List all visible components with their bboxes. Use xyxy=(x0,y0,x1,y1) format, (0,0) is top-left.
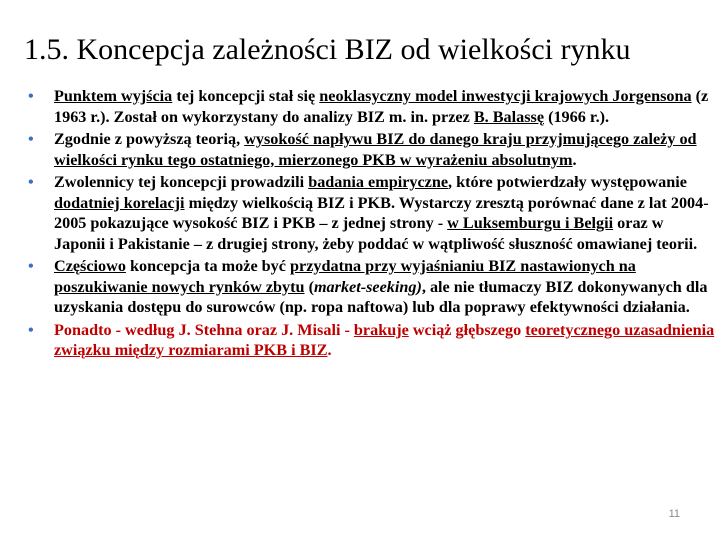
bullet-item xyxy=(28,129,716,170)
bullet-text: oraz w Japonii i Pakistanie – z drugiej strony, żeby poddać w wątpliwość słuszność omawianej teorii. xyxy=(54,214,698,253)
bullet-item xyxy=(28,172,716,254)
bullet-dot-icon: • xyxy=(28,173,34,191)
page-number: 11 xyxy=(668,508,680,520)
bullet-item xyxy=(28,256,716,318)
italic-text: market-seeking) xyxy=(313,277,422,296)
bullet-text: tej koncepcji stał się xyxy=(172,87,320,105)
underlined-text: neoklasyczny model inwestycji krajowych Jorgensona xyxy=(319,87,692,105)
underlined-text: badania empiryczne xyxy=(308,173,449,191)
bullet-text: ( xyxy=(304,277,314,296)
bullet-dot-icon: • xyxy=(28,257,34,275)
bullet-text: Zgodnie z powyższą teorią, xyxy=(54,130,245,148)
bullet-text: Zwolennicy tej koncepcji prowadzili xyxy=(54,173,309,191)
underlined-text: brakuje xyxy=(353,320,409,339)
slide-title: 1.5. Koncepcja zależności BIZ od wielkości rynku xyxy=(24,33,631,66)
underlined-text: wysokość napływu BIZ do danego kraju przyjmującego zależy od wielkości rynku tego ostatniego, mierzonego PKB w wyrażeniu absolutnym xyxy=(54,130,697,169)
bullet-text: koncepcja ta może być xyxy=(125,257,291,275)
underlined-text: przydatna przy wyjaśnianiu BIZ nastawionych na poszukiwanie nowych rynków zbytu xyxy=(54,257,636,296)
bullet-text: , ale nie tłumaczy BIZ dokonywanych dla uzyskania dostępu do surowców (np. ropa naftowa) lub dla poprawy efektywności działania. xyxy=(54,277,708,316)
bullet-text: , które potwierdzały występowanie xyxy=(448,173,687,191)
underlined-text: teoretycznego uzasadnienia związku między rozmiarami PKB i BIZ xyxy=(54,320,715,359)
bullet-text: między wielkością BIZ i PKB. Wystarczy zresztą porównać dane z lat 2004-2005 pokazujące wysokość BIZ i PKB – z jednej strony - xyxy=(54,193,709,232)
underlined-text: dodatniej korelacji xyxy=(54,193,185,212)
underlined-text: B. Balassę xyxy=(473,107,545,126)
bullet-text: Ponadto - według J. Stehna oraz J. Misali - xyxy=(54,320,354,339)
bullet-text: (z 1963 r.). Został on wykorzystany do analizy BIZ m. in. przez xyxy=(54,87,709,126)
bullet-item xyxy=(28,320,716,361)
bullet-text: wciąż głębszego xyxy=(408,320,526,339)
bullet-dot-icon: • xyxy=(28,320,34,339)
bullet-list xyxy=(28,86,716,363)
underlined-text: w Luksemburgu i Belgii xyxy=(447,214,614,232)
underlined-text: Częściowo xyxy=(54,257,126,275)
bullet-dot-icon: • xyxy=(28,130,34,148)
underlined-text: Punktem wyjścia xyxy=(54,87,173,105)
bullet-text: . xyxy=(327,341,332,359)
bullet-text: . xyxy=(572,150,577,169)
bullet-dot-icon: • xyxy=(28,87,34,105)
bullet-text: (1966 r.). xyxy=(544,107,610,126)
bullet-item xyxy=(28,86,716,127)
